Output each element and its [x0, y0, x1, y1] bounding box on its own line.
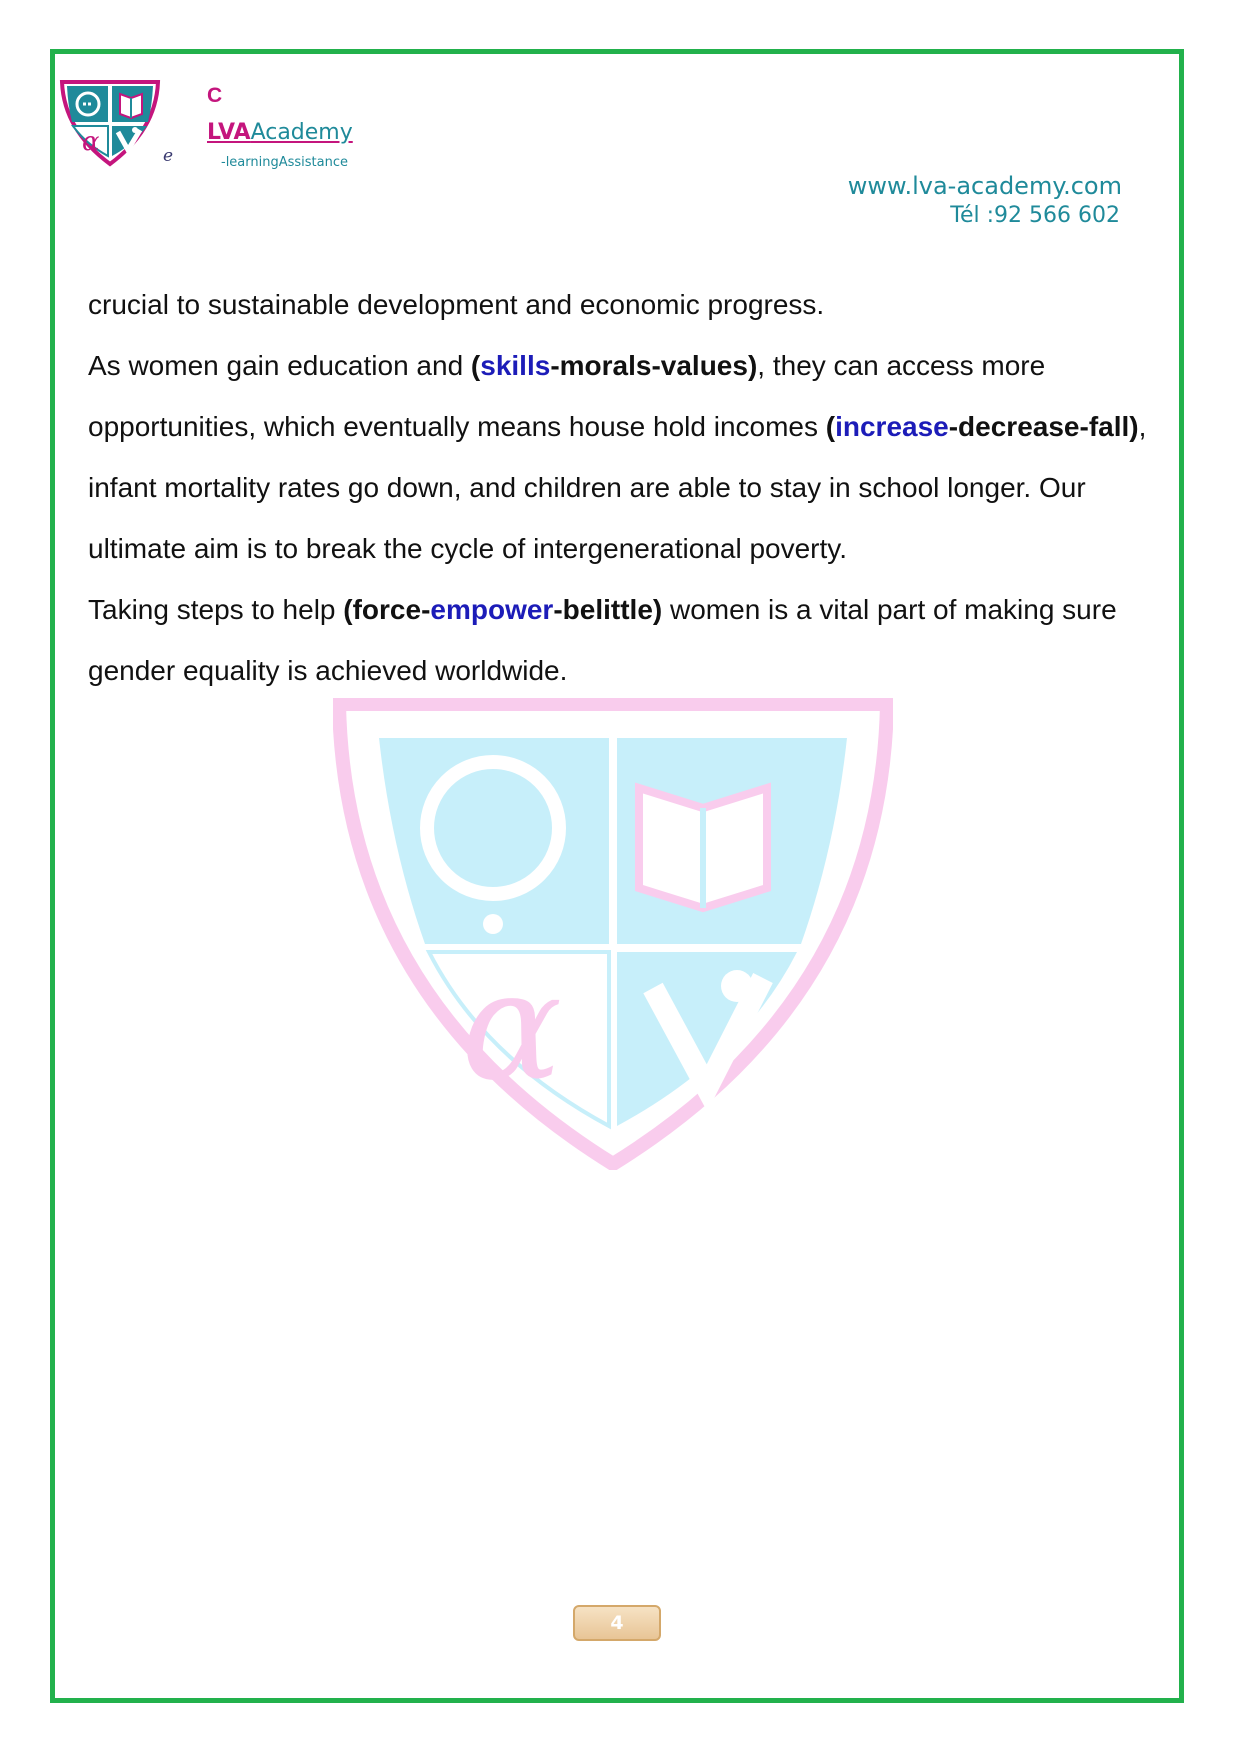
- lva-academy-logo-icon: [58, 78, 162, 168]
- choice-2-answer: increase: [835, 411, 949, 442]
- paragraph-1: crucial to sustainable development and economic progress.: [88, 289, 825, 320]
- phone-number: Tél :92 566 602: [950, 203, 1120, 228]
- paragraph-3-text-a: Taking steps to help: [88, 594, 344, 625]
- brand-letter: C: [207, 84, 223, 107]
- paragraph-2: [88, 335, 1163, 579]
- choice-3-open: (force-: [343, 594, 431, 625]
- paragraph-2-text-b: , they can access more opportunities, which eventually means house hold incomes: [88, 350, 1046, 442]
- choice-3-rest: -belittle): [553, 594, 663, 625]
- website-url[interactable]: www.lva-academy.com: [847, 172, 1122, 200]
- choice-1-answer: skills: [480, 350, 551, 381]
- paragraph-2-text-a: As women gain education and: [88, 350, 471, 381]
- choice-2-open: (: [825, 411, 836, 442]
- document-body: [88, 274, 1163, 701]
- paragraph-3-text-b: women is a vital part of making sure gender equality is achieved worldwide.: [88, 594, 1117, 686]
- choice-3-answer: empower: [430, 594, 554, 625]
- paragraph-3: [88, 579, 1163, 701]
- brand-lva: LVA: [207, 120, 251, 145]
- paragraph-2-text-c: , infant mortality rates go down, and children are able to stay in school longer. Our ultimate aim is to break the cycle of intergenerational poverty.: [88, 411, 1147, 564]
- choice-1-open: (: [470, 350, 481, 381]
- lva-academy-watermark-icon: [333, 698, 893, 1170]
- page-number: 4: [573, 1605, 661, 1641]
- svg-text:α: α: [82, 127, 100, 157]
- brand-name: [207, 120, 353, 145]
- svg-text:α: α: [461, 940, 563, 1114]
- choice-2-rest: -decrease-fall): [948, 411, 1139, 442]
- choice-1-rest: -morals-values): [550, 350, 758, 381]
- brand-academy: Academy: [250, 120, 353, 145]
- brand-tagline: -learningAssistance: [221, 155, 348, 170]
- logo-italic-letter: e: [163, 146, 174, 166]
